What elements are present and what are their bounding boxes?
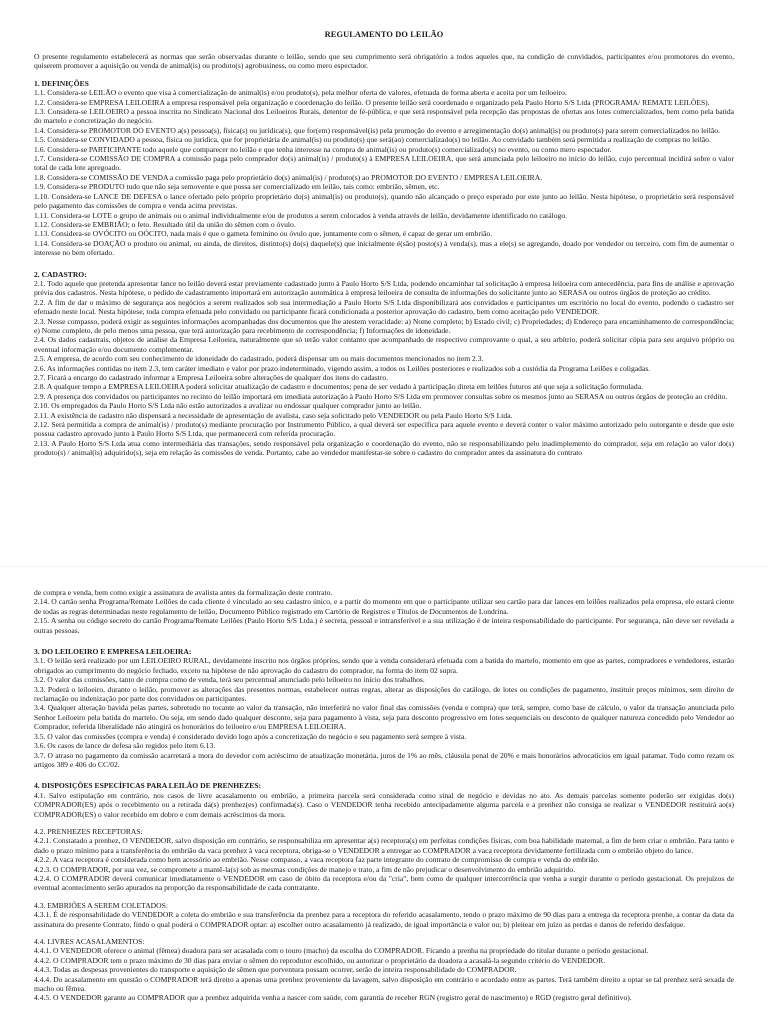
paragraph-3-7: 3.7. O atraso no pagamento da comissão acarretará a mora do devedor com acréscimo de atualização monetária, juros de 1% ao mês, cláusula penal de 20% e mais honorários advocatícios em igual patamar. Tudo como rezam os artigos 389 e 406 do CC/02. bbox=[34, 750, 734, 769]
paragraph-1-2: 1.2. Considera-se EMPRESA LEILOEIRA a empresa responsável pela organização e coordenação do leilão. O presente leilão será coordenado e organizado pela Paulo Horto S/S Ltda (PROGRAMA/ REMATE LEILÕES). bbox=[34, 97, 710, 107]
paragraph-1-11: 1.11. Considera-se LOTE o grupo de animais ou o animal individualmente e/ou de produtos a serem colocados à venda através de leilão, devidamente identificado no catálogo. bbox=[34, 210, 568, 220]
paragraph-2-10: 2.10. Os empregados da Paulo Horto S/S Ltda não estão autorizados a avalizar ou endossar qualquer comprador junto ao leilão. bbox=[34, 401, 422, 411]
paragraph-3-3: 3.3. Poderá o leiloeiro, durante o leilão, promover as alterações das presentes normas, estabelecer outras regras, alterar as disposições do catálogo, de lotes ou condições de pagamento, instituir preços mínimos, sem direito de reclamação ou indenização por parte dos convidados ou participantes. bbox=[34, 684, 734, 704]
page-2-content bbox=[34, 588, 734, 1024]
paragraph-2-6: 2.6. As informações contidas no item 2.3, tem caráter imediato e valor por prazo indeterminado, vigendo assim, a todos os Leilões posteriores e realizados sob a custódia da Programa Leilões e coligadas. bbox=[34, 363, 651, 373]
paragraph-2-9: 2.9. A presença dos convidados ou participantes no recinto do leilão importará em imediata autorização à Paulo Horto S/S Ltda em promover consultas sobre os mesmos junto ao SERASA ou outros órgãos de proteção ao crédito. bbox=[34, 391, 728, 401]
section-heading-cadastro: 2. CADASTRO: bbox=[34, 269, 87, 279]
paragraph-4-2-2: 4.2.2. A vaca receptora é considerada como bem acessório ao embrião. Nesse compasso, a vaca receptora faz parte integrante do contrato de compromisso de compra e venda do embrião. bbox=[34, 855, 600, 865]
paragraph-1-8: 1.8. Considera-se COMISSÃO DE VENDA a comissão paga pelo proprietário do(s) animal(is) / produto(s) ao PROMOTOR DO EVENTO / EMPRESA LEILOEIRA. bbox=[34, 172, 543, 182]
paragraph-1-14: 1.14. Considera-se DOAÇÃO o produto ou animal, ou ainda, de direitos, distinto(s) do(s) daquele(s) que inicialmente é(são) posto(s) à venda(s), mas a ele(s) se agregando, doado por vendedor ou terceiro, com fim de aumentar o interesse no bem ofertado. bbox=[34, 238, 734, 258]
paragraph-2-13: 2.13. A Paulo Horto S/S Ltda atua como intermediária das transações, sendo responsável pela organização e coordenação do evento, não se responsabilizando pelo inadimplemento do comprador, seja em relação ao valor do(s) produto(s) / animal(is) adquirido(s), seja em relação às comissões de venda. Portanto, cabe ao vendedor manifestar-se sobre o cadastro do comprador antes da assinatura do contrato bbox=[34, 438, 734, 458]
paragraph-4-2-1: 4.2.1. Constatado a prenhez, O VENDEDOR, salvo disposição em contrário, se responsabiliza em apresentar a(s) receptora(s) em perfeitas condições físicas, com boa habilidade maternal, a fim de bem criar o embrião. Para tanto e dado o prazo mínimo para a transferência do embrião da vaca prenhez à vaca receptora, obriga-se o VENDEDOR a entregar ao COMPRADOR a vaca receptora devidamente fertilizada com o embrião objeto do lance. bbox=[34, 836, 734, 855]
paragraph-4-4-5: 4.4.5. O VENDEDOR garante ao COMPRADOR que a prenhez adquirida venha a nascer com saúde, com garantia de receber RGN (registro geral de nascimento) e RGD (registro geral definitivo). bbox=[34, 993, 632, 1003]
paragraph-1-9: 1.9. Considera-se PRODUTO tudo que não seja semovente e que possa ser comercializado em leilão, tais como: embrião, sêmen, etc. bbox=[34, 182, 440, 192]
paragraph-3-1: 3.1. O leilão será realizado por um LEILOEIRO RURAL, devidamente inscrito nos órgãos próprios, sendo que a venda considerará efetuada com a batida do martelo, momento em que as partes, compradores e vendedores, estarão obrigados ao cumprimento do negócio fechado, exceto na hipótese de não aprovação do cadastro do comprador, na forma do item 02 supra. bbox=[34, 656, 734, 675]
page-break bbox=[0, 566, 768, 567]
paragraph-4-4-2: 4.4.2. O COMPRADOR tem o prazo máximo de 30 dias para enviar o sêmen do reprodutor escolhido, ou autorizar o proprietário da doadora a acasalá-la segundo critério do VENDEDOR. bbox=[34, 955, 606, 965]
paragraph-4-3-1: 4.3.1. É de responsabilidade do VENDEDOR a coleta do embrião e sua transferência da prenhez para a receptora do referido acasalamento, tendo o prazo máximo de 90 dias para a entrega da receptora prenhe, a contar da data da assinatura do presente Contrato, findo o qual poderá o COMPRADOR optar: a) escolher outro acasalamento já realizado, de igual importância e valor ou; b) pleitear em juízo as perdas e danos de referido desfalque. bbox=[34, 910, 734, 929]
paragraph-2-11: 2.11. A existência de cadastro não dispensará a necessidade de apresentação de avalista, caso seja solicitado pelo VENDEDOR ou pela Paulo Horto S/S Ltda. bbox=[34, 410, 513, 420]
paragraph-1-12: 1.12. Considera-se EMBRIÃO; o feto. Resultado útil da união do sêmen com o óvulo. bbox=[34, 219, 296, 229]
section-heading-prenhezes: 4. DISPOSIÇÕES ESPECÍFICAS PARA LEILÃO DE PRENHEZES: bbox=[34, 781, 262, 791]
paragraph-2-1: 2.1. Todo aquele que pretenda apresentar lance no leilão deverá estar previamente cadastrado junto à Paulo Horto S/S Ltda, podendo encaminhar tal solicitação à empresa leiloeira com antecedência, para fins de análise e aprovação prévia dos cadastros. Nesta hipótese, o pedido de cadastramento importará em autorização automática à empresa leiloeira de consulta de informações do solicitante junto ao SERASA ou outros órgãos de proteção ao crédito. bbox=[34, 278, 734, 298]
paragraph-2-8: 2.8. A qualquer tempo a EMPRESA LEILOEIRA poderá solicitar atualização de cadastro e documentos; pena de ser vedado à participação direta em leilões futuros até que seja a solicitação formulada. bbox=[34, 382, 643, 392]
paragraph-2-4: 2.4. Os dados cadastrais, objetos de análise da Empresa Leiloeira, naturalmente que só terão valor contanto que acompanhado de respectivo comprovante o qual, a seu arbítrio, poderá solicitar cópia para seu arquivo próprio ou eventual informação e/ou documento complementar. bbox=[34, 335, 734, 354]
intro-paragraph: O presente regulamento estabelecerá as normas que serão observadas durante o leilão, sendo que seu cumprimento será obrigatório a todos aqueles que, na condição de convidados, participantes e/ou promotores do evento, quiserem promover a aquisição ou venda de animal(is) ou produto(s) agrobusiness, ou como mero espectador. bbox=[34, 52, 734, 71]
paragraph-1-4: 1.4. Considera-se PROMOTOR DO EVENTO a(s) pessoa(s), física(s) ou jurídica(s), que for(em) responsável(is) pela promoção do evento e arregimentação do(s) animal(is) ou produto(s) para serem comercializados no leilão. bbox=[34, 125, 720, 135]
paragraph-4-4-4: 4.4.4. Do acasalamento em questão o COMPRADOR terá direito a apenas uma prenhez proveniente da lavagem, salvo disposição em contrário e acordado entre as partes. Terá também direito a optar se tal prenhez será sexada de macho ou fêmea. bbox=[34, 974, 734, 994]
paragraph-4-4-3: 4.4.3. Todas as despesas provenientes do transporte e aquisição de sêmen que porventura possam ocorrer, serão de inteira responsabilidade do COMPRADOR. bbox=[34, 965, 517, 975]
paragraph-2-2: 2.2. A fim de dar o máximo de segurança aos negócios a serem realizados sob sua intermediação a Paulo Horto S/S Ltda disponibilizará aos convidados e participantes um escritório no local do evento, podendo o cadastro ser efetuado neste local. Nesta hipótese, toda compra efetuada pelo convidado ou participante ficará condicionada a posterior aprovação do cadastro, bem como aceitação pelo VENDEDOR. bbox=[34, 297, 734, 317]
paragraph-4-2-3: 4.2.3. O COMPRADOR, por sua vez, se compromete a mantê-la(s) sob as mesmas condições de manejo e trato, a fim de não prejudicar o desenvolvimento do embrião adquirido. bbox=[34, 864, 576, 874]
paragraph-4-2-4: 4.2.4. O COMPRADOR deverá comunicar imediatamente o VENDEDOR em caso de óbito da receptora e/ou da "cria", bem como de qualquer intercorrência que venha a surgir durante o período gestacional. Os prejuízos de eventual acontecimento serão apurados na proporção da responsabilidade de cada contratante. bbox=[34, 873, 734, 893]
paragraph-2-3: 2.3. Nesse compasso, poderá exigir as seguintes informações acompanhadas dos documentos que lhe atestem veracidade: a) Nome completo; b) Estado civil; c) Propriedades; d) Endereço para encaminhamento de correspondência; e) Nome completo, de pelo menos uma pessoa, que terá autorização para recebimento de correspondência; f) Informações de idoneidade. bbox=[34, 316, 734, 335]
paragraph-3-6: 3.6. Os casos de lance de defesa são regidos pelo item 6.13. bbox=[34, 741, 216, 751]
paragraph-2-7: 2.7. Ficará a encargo do cadastrado informar a Empresa Leiloeira sobre alterações de qualquer dos itens do cadastro. bbox=[34, 373, 389, 382]
paragraph-2-15: 2.15. A senha ou código secreto do cartão Programa/Remate Leilões (Paulo Horto S/S Ltda.) é secreta, pessoal e intransferível e a sua utilização é de inteira responsabilidade do participante. Por segurança, não deve ser revelada a outras pessoas. bbox=[34, 616, 734, 635]
paragraph-1-6: 1.6. Considera-se PARTICIPANTE todo aquele que comparecer no leilão e que tenha interesse na compra de animal(is) ou produto(s) comercializado(s) no evento, ou como mero espectador. bbox=[34, 144, 612, 154]
paragraph-2-14: 2.14. O cartão senha Programa/Remate Leilões de cada cliente é vinculado ao seu cadastro único, e a partir do momento em que o participante utilizar seu cartão para dar lances em leilões realizados pela empresa, ele estará ciente de todas as regras determinadas neste regulamento de leilão, Documento Público registrado em Cartório de Registros e Títulos de Documentos de Londrina. bbox=[34, 597, 734, 616]
paragraph-1-5: 1.5. Considera-se CONVIDADO a pessoa, física ou jurídica, que for proprietária de animal(is) ou produto(s) que será(ao) comercializado(s) no leilão. Ao convidado também será permitida a realização de compras no leilão. bbox=[34, 135, 711, 145]
paragraph-4-4-1: 4.4.1. O VENDEDOR oferece o animal (fêmea) doadora para ser acasalada com o touro (macho) da escolha do COMPRADOR. Ficando a prenha na propriedade do titular durante o período gestacional. bbox=[34, 946, 649, 956]
paragraph-3-5: 3.5. O valor das comissões (compra e venda) é considerado devido logo após a concretização do negócio e seu pagamento será sempre à vista. bbox=[34, 731, 467, 741]
paragraph-1-13: 1.13. Considera-se OVÓCITO ou OÓCITO, nada mais é que o gameta feminino ou óvulo que, juntamente com o sêmen, é capaz de gerar um embrião. bbox=[34, 229, 493, 239]
paragraph-2-13-continued: de compra e venda, bem como exigir a assinatura de avalista antes da formalização deste contrato. bbox=[34, 588, 333, 597]
paragraph-3-2: 3.2. O valor das comissões, tanto de compra como de venda, terá seu percentual anunciado pelo leiloeiro no início dos trabalhos. bbox=[34, 675, 425, 685]
subsection-heading-embrioes: 4.3. EMBRIÕES A SEREM COLETADOS: bbox=[34, 900, 168, 910]
paragraph-1-1: 1.1. Considera-se LEILÃO o evento que visa à comercialização de animal(is) e/ou produto(s), pela melhor oferta de valores, efetuada de forma aberta e aceita por um leiloeiro. bbox=[34, 88, 567, 98]
paragraph-2-5: 2.5. A empresa, de acordo com seu conhecimento de idoneidade do cadastrado, poderá dispensar um ou mais documentos mencionados no item 2.3. bbox=[34, 354, 484, 364]
paragraph-2-12: 2.12. Será permitida a compra de animal(is) / produto(s) mediante procuração por Instrumento Público, a qual deverá ser específica para aquele evento e deverá conter o valor máximo autorizado pelo outorgante e desde que este possua cadastro aprovado junto à Paulo Horto S/S Ltda, que permanecerá com referida procuração. bbox=[34, 420, 734, 439]
paragraph-1-3: 1.3. Considera-se LEILOEIRO a pessoa inscrita no Sindicato Nacional dos Leiloeiros Rurais, detentor de fé-pública, e que será responsável pela recepção das propostas de ofertas aos lotes comercializados, bem como pela batida do martelo e concretização do negócio. bbox=[34, 107, 734, 126]
document-title: REGULAMENTO DO LEILÃO bbox=[324, 30, 444, 39]
subsection-heading-receptoras: 4.2. PRENHEZES RECEPTORAS: bbox=[34, 826, 143, 836]
paragraph-4-1: 4.1. Salvo estipulação em contrário, nos casos de livre acasalamento ou embrião, a primeira parcela será considerada como sinal de negócio e devidas no ato. As demais parcelas somente poderão ser exigidas do(s) COMPRADOR(ES) após o recebimento ou a retirada da(s) prenhez(es) confirmada(s). Caso o VENDEDOR tenha recebido antecipadamente alguma parcela e a prenhez não consiga se realizar o VENDEDOR restituirá ao(s) COMPRADOR(ES) o valor recebido em dobro e com demais acréscimos da mora. bbox=[34, 790, 734, 819]
page-1-content bbox=[34, 52, 734, 557]
section-heading-definicoes: 1. DEFINIÇÕES bbox=[34, 78, 89, 88]
paragraph-3-4: 3.4. Qualquer alteração havida pelas partes, sobretudo no tocante ao valor da transação, não interferirá no valor final das comissões (venda e compra) que terá, sempre, como base de cálculo, o valor da transação anunciada pelo Senhor Leiloeiro pela batida do martelo. Ou seja, em sendo dado qualquer desconto, seja para pagamento à vista, seja para desconto progressivo em lotes sequenciais ou desconto de qualquer natureza concedido pelo Vendedor ao Comprador, referida liberalidade não atingirá os honorários do leiloeiro e/ou EMPRESA LEILOEIRA. bbox=[34, 703, 734, 732]
paragraph-1-7: 1.7. Considera-se COMISSÃO DE COMPRA a comissão paga pelo comprador do(s) animal(is) / produto(s) à EMPRESA LEILOEIRA, que será anunciada pelo leiloeiro no início do leilão, cujo percentual incidirá sobre o valor total de cada lote apregoado. bbox=[34, 154, 734, 173]
section-heading-leiloeiro: 3. DO LEILOEIRO E EMPRESA LEILOEIRA: bbox=[34, 647, 192, 657]
paragraph-1-10: 1.10. Considera-se LANCE DE DEFESA o lance ofertado pelo próprio proprietário do(s) animal(is) ou produto(s), quando não alcançado o preço esperado por este junto ao leilão. Nesta hipótese, o proprietário será responsável pelo pagamento das comissões de compra e venda acima previstas. bbox=[34, 191, 734, 211]
subsection-heading-acasalamentos: 4.4. LIVRES ACASALAMENTOS: bbox=[34, 937, 145, 946]
